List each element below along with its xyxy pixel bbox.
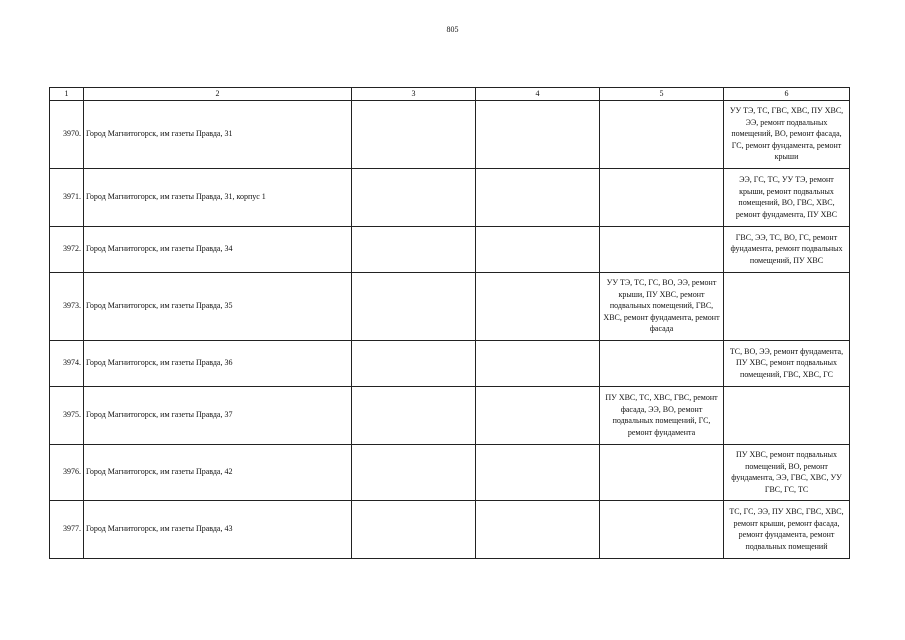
table-row <box>50 444 850 500</box>
header-row <box>50 88 850 101</box>
address-cell: Город Магнитогорск, им газеты Правда, 36 <box>84 340 352 386</box>
column-4-cell <box>476 386 600 444</box>
address-cell: Город Магнитогорск, им газеты Правда, 31, корпус 1 <box>84 168 352 226</box>
column-header: 5 <box>600 88 724 101</box>
table-row <box>50 226 850 272</box>
column-5-cell <box>600 340 724 386</box>
column-4-cell <box>476 168 600 226</box>
column-header: 2 <box>84 88 352 101</box>
column-3-cell <box>352 500 476 558</box>
row-number: 3972. <box>50 226 84 272</box>
column-3-cell <box>352 168 476 226</box>
column-header: 4 <box>476 88 600 101</box>
column-6-cell <box>724 386 850 444</box>
column-4-cell <box>476 272 600 340</box>
column-3-cell <box>352 340 476 386</box>
address-cell: Город Магнитогорск, им газеты Правда, 37 <box>84 386 352 444</box>
column-5-cell: УУ ТЭ, ТС, ГС, ВО, ЭЭ, ремонт крыши, ПУ ХВС, ремонт подвальных помещений, ГВС, ХВС, ремонт фундамента, ремонт фасада <box>600 272 724 340</box>
row-number: 3973. <box>50 272 84 340</box>
address-cell: Город Магнитогорск, им газеты Правда, 43 <box>84 500 352 558</box>
column-6-cell: ТС, ВО, ЭЭ, ремонт фундамента, ПУ ХВС, ремонт подвальных помещений, ГВС, ХВС, ГС <box>724 340 850 386</box>
column-5-cell <box>600 500 724 558</box>
column-4-cell <box>476 444 600 500</box>
column-4-cell <box>476 500 600 558</box>
column-3-cell <box>352 100 476 168</box>
table-row <box>50 272 850 340</box>
column-header: 1 <box>50 88 84 101</box>
column-4-cell <box>476 340 600 386</box>
table-row <box>50 168 850 226</box>
column-3-cell <box>352 444 476 500</box>
column-5-cell <box>600 444 724 500</box>
column-6-cell: ГВС, ЭЭ, ТС, ВО, ГС, ремонт фундамента, ремонт подвальных помещений, ПУ ХВС <box>724 226 850 272</box>
column-3-cell <box>352 272 476 340</box>
column-6-cell <box>724 272 850 340</box>
column-5-cell: ПУ ХВС, ТС, ХВС, ГВС, ремонт фасада, ЭЭ, ВО, ремонт подвальных помещений, ГС, ремонт фундамента <box>600 386 724 444</box>
works-table <box>49 87 850 559</box>
column-5-cell <box>600 226 724 272</box>
column-6-cell: ТС, ГС, ЭЭ, ПУ ХВС, ГВС, ХВС, ремонт крыши, ремонт фасада, ремонт фундамента, ремонт подвальных помещений <box>724 500 850 558</box>
table-row <box>50 500 850 558</box>
row-number: 3977. <box>50 500 84 558</box>
column-5-cell <box>600 168 724 226</box>
table-row <box>50 100 850 168</box>
column-5-cell <box>600 100 724 168</box>
table-row <box>50 386 850 444</box>
row-number: 3975. <box>50 386 84 444</box>
address-cell: Город Магнитогорск, им газеты Правда, 42 <box>84 444 352 500</box>
row-number: 3976. <box>50 444 84 500</box>
page-number: 805 <box>446 25 459 34</box>
column-header: 6 <box>724 88 850 101</box>
column-6-cell: УУ ТЭ, ТС, ГВС, ХВС, ПУ ХВС, ЭЭ, ремонт подвальных помещений, ВО, ремонт фасада, ГС, ремонт фундамента, ремонт крыши <box>724 100 850 168</box>
address-cell: Город Магнитогорск, им газеты Правда, 34 <box>84 226 352 272</box>
table-row <box>50 340 850 386</box>
row-number: 3971. <box>50 168 84 226</box>
column-header: 3 <box>352 88 476 101</box>
column-3-cell <box>352 386 476 444</box>
address-cell: Город Магнитогорск, им газеты Правда, 35 <box>84 272 352 340</box>
column-4-cell <box>476 226 600 272</box>
row-number: 3970. <box>50 100 84 168</box>
column-6-cell: ПУ ХВС, ремонт подвальных помещений, ВО, ремонт фундамента, ЭЭ, ГВС, ХВС, УУ ГВС, ГС, ТС <box>724 444 850 500</box>
address-cell: Город Магнитогорск, им газеты Правда, 31 <box>84 100 352 168</box>
column-4-cell <box>476 100 600 168</box>
row-number: 3974. <box>50 340 84 386</box>
column-3-cell <box>352 226 476 272</box>
column-6-cell: ЭЭ, ГС, ТС, УУ ТЭ, ремонт крыши, ремонт подвальных помещений, ВО, ГВС, ХВС, ремонт фундамента, ПУ ХВС <box>724 168 850 226</box>
